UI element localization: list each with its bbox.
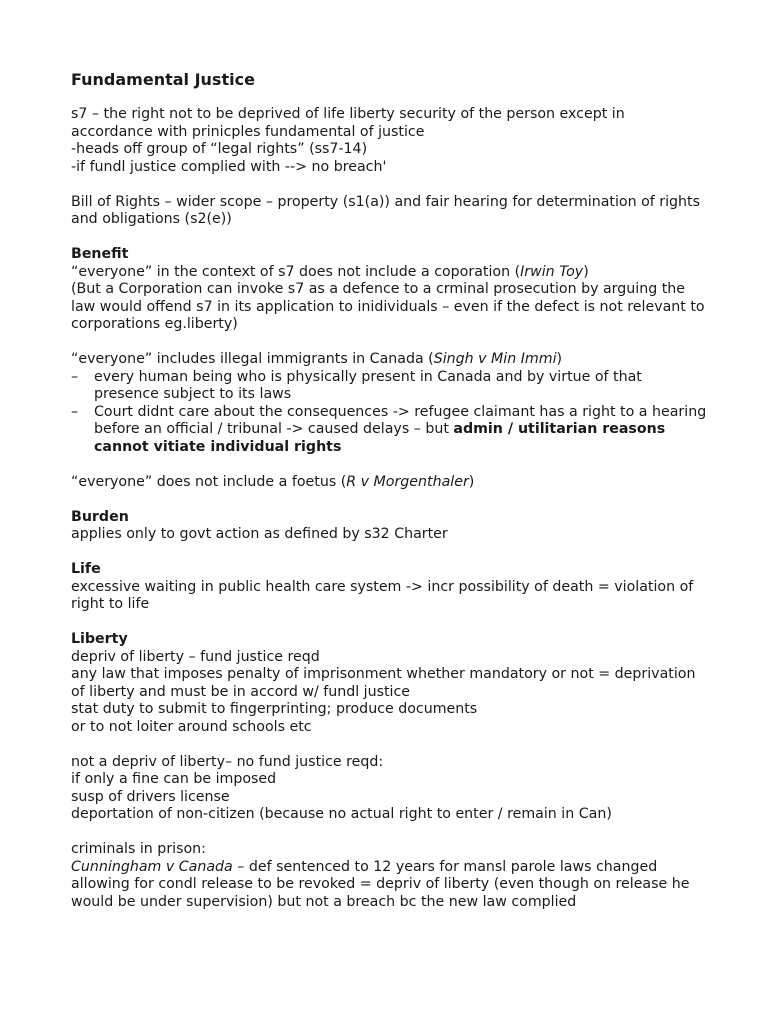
benefit-paragraph-3: “everyone” includes illegal immigrants in Canada (Singh v Min Immi) xyxy=(71,351,563,367)
not-depriv-line-2: if only a fine can be imposed xyxy=(71,771,277,787)
not-depriv-line-4: deportation of non-citizen (because no actual right to enter / remain in Can) xyxy=(71,806,612,822)
benefit-paragraph-4: “everyone” does not include a foetus (R v Morgenthaler) xyxy=(71,473,475,490)
intro-line-3: -if fundl justice complied with --> no breach' xyxy=(71,158,387,175)
criminals-line-2: Cunningham v Canada – def sentenced to 12 years for mansl parole laws changed allowing for condl release to be revoked = depriv of liberty (even though on release he would be under supervision) but not a breach bc the new law complied xyxy=(71,858,690,910)
benefit-paragraph-1: “everyone” in the context of s7 does not include a coporation (Irwin Toy) xyxy=(71,263,589,280)
dash-bullet-icon: – xyxy=(71,403,79,420)
intro-line-2: -heads off group of “legal rights” (ss7-14) xyxy=(71,141,368,157)
intro-line-1: s7 – the right not to be deprived of life liberty security of the person except in accordance with prinicples fundamental of justice xyxy=(71,106,625,140)
liberty-heading: Liberty xyxy=(71,631,128,647)
case-citation: Cunningham v Canada xyxy=(71,858,233,875)
burden-text: applies only to govt action as defined by s32 Charter xyxy=(71,526,448,542)
life-text: excessive waiting in public health care system -> incr possibility of death = violation of right to life xyxy=(71,578,694,612)
liberty-line-1: depriv of liberty – fund justice reqd xyxy=(71,648,320,665)
document-title: Fundamental Justice xyxy=(71,70,255,89)
bill-of-rights-paragraph: Bill of Rights – wider scope – property (s1(a)) and fair hearing for determination of rights and obligations (s2(e)) xyxy=(71,193,701,227)
liberty-line-3: stat duty to submit to fingerprinting; produce documents xyxy=(71,701,478,717)
life-heading: Life xyxy=(71,561,101,577)
burden-heading: Burden xyxy=(71,508,129,525)
list-item xyxy=(71,404,711,457)
list-item-text: every human being who is physically present in Canada and by virtue of that presence subject to its laws xyxy=(94,368,642,402)
liberty-line-2: any law that imposes penalty of imprisonment whether mandatory or not = deprivation of liberty and must be in accord w/ fundl justice xyxy=(71,666,696,700)
case-citation: Singh v Min Immi xyxy=(433,351,557,367)
benefit-paragraph-2: (But a Corporation can invoke s7 as a defence to a crminal prosecution by arguing the law would offend s7 in its application to inidividuals – even if the defect is not relevant to corporations eg.liberty) xyxy=(71,281,705,332)
list-item-text: Court didnt care about the consequences -> refugee claimant has a right to a hearing before an official / tribunal -> caused delays – but admin / utilitarian reasons cannot vitiate individual rights xyxy=(94,403,707,455)
document-page xyxy=(71,70,711,911)
dash-bullet-icon: – xyxy=(71,368,79,385)
list-item xyxy=(71,369,711,404)
liberty-line-4: or to not loiter around schools etc xyxy=(71,718,312,735)
not-depriv-line-1: not a depriv of liberty– no fund justice reqd: xyxy=(71,753,384,770)
case-citation: R v Morgenthaler xyxy=(346,473,469,490)
bold-emphasis: admin / utilitarian reasons cannot vitiate individual rights xyxy=(94,421,666,455)
not-depriv-line-3: susp of drivers license xyxy=(71,788,230,805)
benefit-heading: Benefit xyxy=(71,246,129,262)
case-citation: Irwin Toy xyxy=(520,263,584,280)
criminals-line-1: criminals in prison: xyxy=(71,841,206,857)
